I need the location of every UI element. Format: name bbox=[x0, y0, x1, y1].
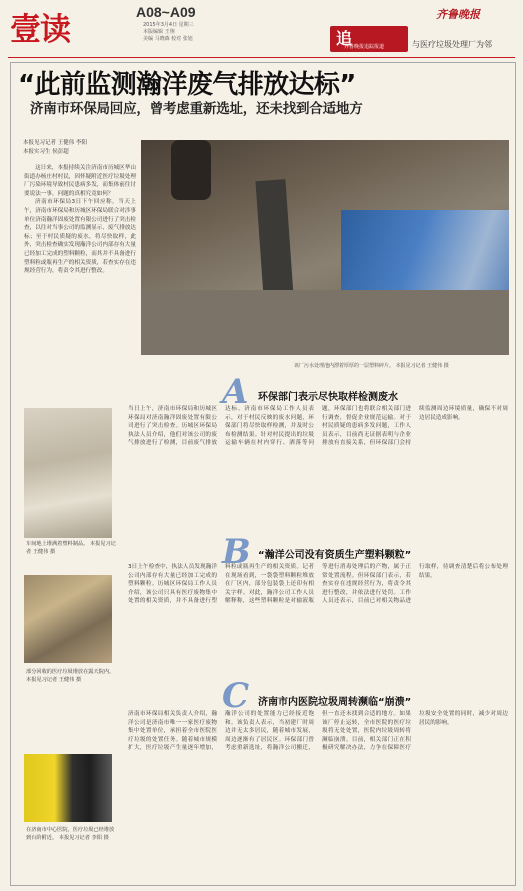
hero-concrete bbox=[141, 290, 509, 355]
section-body-c: 济南市环保局相关负责人介绍，瀚洋公司是济南市唯一一家医疗废物集中处置单位，承担着全市医院医疗垃圾的处置任务。随着城市规模扩大，医疗垃圾产生量逐年增加，瀚洋公司的处置能力已经接近饱和。该负责人表示，当初建厂时周边并无太多居民，随着城市发展，周边逐渐有了居民区。环保部门曾考虑重新选址，将瀚洋公司搬迁，但一直还未找到合适的地方。如果该厂停止运转，全市医院的医疗垃圾将无处处置，医院内垃圾周转将濒临崩溃。目前，相关部门正在积极研究解决办法，力争在保障医疗垃圾安全处置的同时，减少对周边居民的影响。 bbox=[128, 711, 508, 752]
edition-editor: 本版编辑 王翔 bbox=[143, 29, 175, 35]
lead-paragraph: 济南市环保局3日下午回应称，当天上午，济南市环保局和历城区环保局联合对涉事单位济南瀚洋固废处置有限公司进行了突击检查，以往对当事公司的监测显示，废气排放达标；至于村民质疑的废水，将尽快取样，此外，突击检查确实发现瀚洋公司内部存有大量已经加工完成的塑料颗粒，而其并不具备进行塑料粒或瓶再生产的相关资质，若查实存在违规经营行为，将责令其进行整改。 bbox=[24, 199, 136, 275]
edition-staff: 美编 马晓森 校对 张旭 bbox=[143, 36, 193, 42]
series-title: 与医疗垃圾处理厂为邻 bbox=[412, 40, 492, 49]
headline: “此前监测瀚洋废气排放达标” bbox=[18, 70, 356, 100]
section-title-c: 济南市内医院垃圾周转濒临“崩溃” bbox=[258, 697, 412, 708]
hero-caption: 该厂污水处理池内漂着厚厚的一层塑料碎片。 本报见习记者 王健伟 摄 bbox=[294, 363, 449, 369]
section-title-b: “瀚洋公司没有资质生产塑料颗粒” bbox=[258, 550, 412, 561]
banner-label: 齐鲁晚报追踪报道 bbox=[344, 44, 385, 50]
edition-date: 2015年3月4日 星期三 bbox=[143, 22, 194, 28]
side-photo-plastic-products bbox=[24, 408, 112, 538]
section-letter-c: C bbox=[222, 676, 250, 716]
section-brand: 壹读 bbox=[10, 12, 70, 48]
section-letter-b: B bbox=[222, 532, 251, 572]
masthead bbox=[0, 0, 523, 58]
page-range: A08~A09 bbox=[136, 4, 196, 20]
side-photo-caption: 在济南市中心医院，医疗垃圾已经堆放到台阶附近。 本报见习记者 李阳 摄 bbox=[26, 827, 115, 841]
header-rule bbox=[8, 57, 515, 58]
byline-intern: 本报实习生 侯彭超 bbox=[23, 149, 69, 155]
hero-person bbox=[171, 140, 211, 200]
byline-reporters: 本报见习记者 王健伟 李阳 bbox=[23, 140, 87, 146]
side-photo-caption: 车间地上堆满着塑料制品。 本报见习记者 王健伟 摄 bbox=[26, 541, 116, 555]
side-photo-hospital-bins bbox=[24, 754, 112, 822]
hero-photo bbox=[141, 140, 509, 355]
subheadline: 济南市环保局回应，曾考虑重新选址，还未找到合适地方 bbox=[30, 101, 363, 117]
paper-logo: 齐鲁晚报 bbox=[436, 8, 480, 21]
banner-character: 追 bbox=[336, 29, 353, 48]
section-title-a: 环保部门表示尽快取样检测废水 bbox=[258, 392, 398, 403]
section-letter-a: A bbox=[222, 372, 249, 412]
side-photo-caption: 部分回收的医疗垃圾堆放在露天院内。 本报见习记者 王健伟 摄 bbox=[26, 669, 115, 683]
lead-column bbox=[24, 164, 136, 364]
section-body-b: 3日上午检查中，执法人员发现瀚洋公司内部存有大量已经加工完成的塑料颗粒。历城区环保局工作人员介绍，该公司只具有医疗废物集中处置的相关资质，并不具备进行塑料粒或瓶再生产的相关资质。记者在现场看到，一袋袋塑料颗粒堆放在厂区内，部分包装袋上还印有相关字样。对此，瀚洋公司工作人员解释称，这些塑料颗粒是对输液瓶等进行消毒处理后的产物，属于正常处置流程。但环保部门表示，若查实存在违规经营行为，将责令其进行整改，并依法进行处罚。工作人员还表示，目前已对相关物品进行取样，待调查清楚后将公布处理结果。 bbox=[128, 564, 508, 605]
edition-meta bbox=[143, 22, 194, 43]
lead-paragraph: 这日来，本报持续关注济南市历城区华山街道办杨庄村村民，因怀疑附近医疗垃圾处理厂污染环境导致村民患病多发，而集体前往讨要说法一事，问题的真相究竟如何？ bbox=[24, 165, 136, 197]
section-body-a: 当日上午，济南市环保局和历城区环保局对济南瀚洋固废处置有限公司进行了突击检查。历城区环保局执法人员介绍，他们对该公司的废气排放进行了检测，目前废气排放达标。济南市环保局工作人员表示，对于村民反映的废水问题，环保部门将尽快取样检测，并及时公布检测结果。针对村民提出的垃圾运输车辆在村内穿行、洒落等问题，环保部门也将联合相关部门进行调查，督促企业规范运输。对于村民质疑的患病多发问题，工作人员表示，目前尚无证据表明与企业排放有直接关系，但环保部门会持续监测周边环境质量，确保不对周边居民造成影响。 bbox=[128, 406, 508, 447]
side-photo-waste-yard bbox=[24, 575, 112, 663]
follow-up-banner bbox=[330, 26, 408, 52]
byline bbox=[23, 139, 87, 157]
